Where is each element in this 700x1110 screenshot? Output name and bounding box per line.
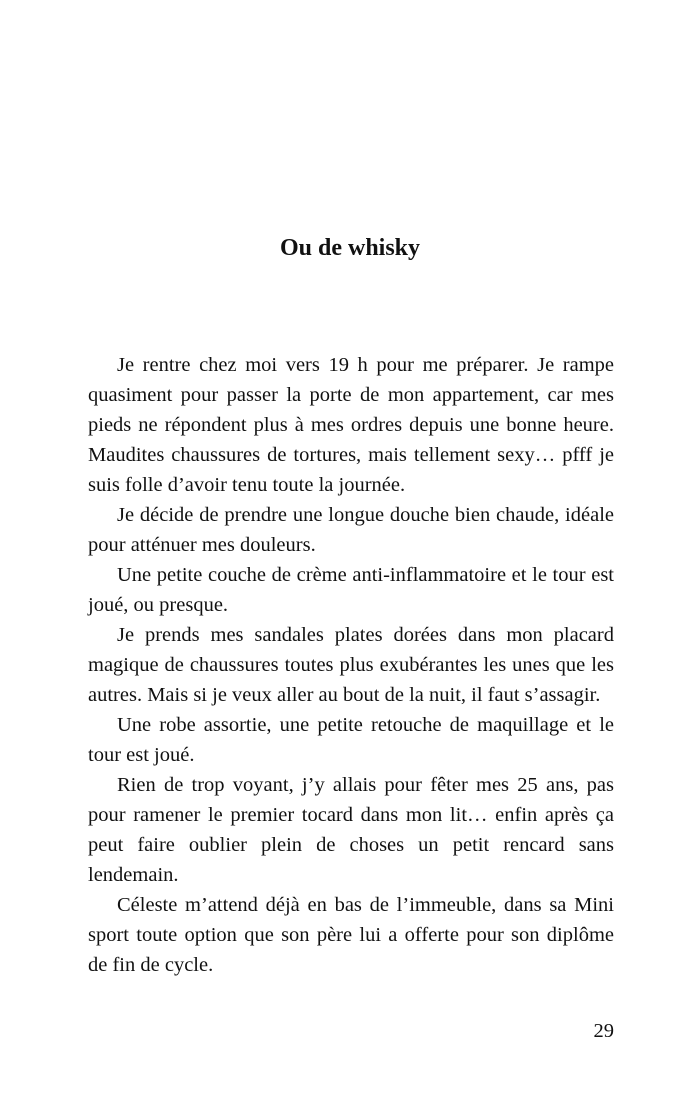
- paragraph: Rien de trop voyant, j’y allais pour fêter mes 25 ans, pas pour ramener le premier tocard dans mon lit… enfin après ça peut faire oublier plein de choses un petit rencard sans lendemain.: [88, 774, 614, 886]
- paragraph: Une robe assortie, une petite retouche de maquillage et le tour est joué.: [88, 714, 614, 766]
- paragraph: Je décide de prendre une longue douche bien chaude, idéale pour atténuer mes douleurs.: [88, 504, 614, 556]
- paragraph: Une petite couche de crème anti-inflammatoire et le tour est joué, ou presque.: [88, 564, 614, 616]
- paragraph: Je prends mes sandales plates dorées dans mon placard magique de chaussures toutes plus exubérantes les unes que les autres. Mais si je veux aller au bout de la nuit, il faut s’assagir.: [88, 624, 614, 706]
- paragraph: Je rentre chez moi vers 19 h pour me préparer. Je rampe quasiment pour passer la porte de mon appartement, car mes pieds ne répondent plus à mes ordres depuis une bonne heure. Maudites chaussures de tortures, mais tellement sexy… pfff je suis folle d’avoir tenu toute la journée.: [88, 354, 614, 496]
- chapter-title: Ou de whisky: [279, 235, 421, 261]
- paragraph: Céleste m’attend déjà en bas de l’immeuble, dans sa Mini sport toute option que son père lui a offerte pour son diplôme de fin de cycle.: [88, 894, 614, 976]
- page-number: 29: [593, 1020, 614, 1042]
- body-text: [88, 350, 614, 980]
